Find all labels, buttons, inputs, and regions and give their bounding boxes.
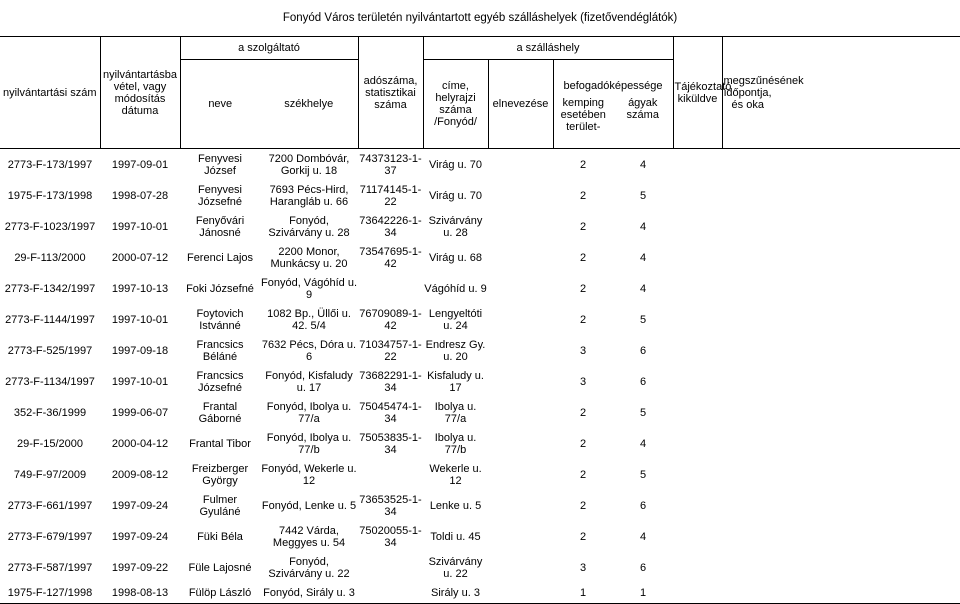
name-cell: Füki Béla [197,530,243,543]
beds-cell: 5 [639,406,647,419]
name-cell: Ferenci Lajos [186,251,254,264]
table-row [0,242,960,273]
date-cell: 2009-08-12 [111,468,169,481]
termination-cell [722,366,773,397]
beds-cell: 5 [639,189,647,202]
rooms-cell: 2 [579,220,587,233]
reg-no-cell: 2773-F-587/1997 [7,561,93,574]
label-cell [488,521,553,552]
beds-cell: 5 [639,468,647,481]
rooms-cell: 2 [579,499,587,512]
seat-cell: 1082 Bp., Üllői u. 42. 5/4 [267,307,351,332]
info-cell [673,335,722,366]
tax-cell: 73653525-1-34 [359,493,422,518]
table-row [0,180,960,211]
date-cell: 1997-09-24 [111,530,169,543]
tax-cell [358,459,423,490]
beds-cell: 6 [639,375,647,388]
info-cell [673,552,722,583]
header-capacity-block [553,60,673,149]
info-cell [673,490,722,521]
seat-cell: Fonyód, Sirály u. 3 [260,583,358,604]
table-row [0,428,960,459]
tax-cell: 74373123-1-37 [359,152,422,177]
info-cell [673,583,722,604]
date-cell: 2000-04-12 [111,437,169,450]
rooms-cell: 2 [579,406,587,419]
reg-no-cell: 2773-F-1134/1997 [5,375,95,388]
info-cell [673,149,722,181]
header-reg-date: nyilvántartásba vétel, vagy módosítás dátuma [100,37,180,149]
table-row [0,211,960,242]
tax-cell [358,273,423,304]
termination-cell [722,521,773,552]
beds-cell: 6 [639,344,647,357]
info-cell [673,273,722,304]
rooms-cell: 3 [579,344,587,357]
rooms-cell: 2 [579,468,587,481]
info-cell [673,521,722,552]
address-cell: Kisfaludy u. 17 [427,369,484,394]
address-cell: Szivárvány u. 22 [428,555,483,580]
info-cell [673,180,722,211]
termination-cell [722,459,773,490]
seat-cell: 2200 Monor, Munkácsy u. 20 [270,245,348,270]
header-reg-no: nyilvántartási szám [0,37,100,149]
table-row [0,583,960,604]
name-cell: Fulmer Gyuláné [199,493,241,518]
info-cell [673,211,722,242]
date-cell: 1997-10-01 [111,313,169,326]
termination-cell [722,304,773,335]
label-cell [488,428,553,459]
header-lodging-group: a szálláshely [423,37,673,60]
termination-cell [722,490,773,521]
rooms-cell: 2 [579,313,587,326]
date-cell: 1997-09-24 [111,499,169,512]
tax-cell: 73642226-1-34 [359,214,422,239]
beds-cell: 4 [639,282,647,295]
rooms-cell: 3 [579,375,587,388]
seat-cell: Fonyód, Ibolya u. 77/b [266,431,352,456]
header-address: címe, helyrajzi száma /Fonyód/ [423,60,488,149]
label-cell [488,335,553,366]
label-cell [488,242,553,273]
reg-no-cell: 1975-F-127/1998 [0,583,100,604]
page-title: Fonyód Város területén nyilvántartott egyéb szálláshelyek (fizetővendéglátók) [282,12,678,24]
date-cell: 1997-09-18 [111,344,169,357]
info-cell [673,459,722,490]
beds-cell: 4 [639,530,647,543]
seat-cell: Fonyód, Lenke u. 5 [261,499,357,512]
name-cell: Fenyővári Jánosné [195,214,245,239]
beds-cell: 6 [639,499,647,512]
address-cell: Endresz Gy. u. 20 [425,338,486,363]
table-row [0,552,960,583]
address-cell: Virág u. 68 [428,251,482,264]
reg-no-cell: 2773-F-1023/1997 [4,220,96,233]
termination-cell [722,335,773,366]
beds-cell: 4 [639,437,647,450]
name-cell: Fülöp László [180,583,260,604]
tax-cell: 76709089-1-42 [359,307,422,332]
reg-no-cell: 2773-F-679/1997 [7,530,93,543]
seat-cell: Fonyód, Szivárvány u. 28 [268,214,350,239]
label-cell [488,397,553,428]
info-cell [673,242,722,273]
label-cell [488,273,553,304]
header-tax: adószáma, statisztikai száma [358,37,423,149]
reg-no-cell: 29-F-15/2000 [16,437,84,450]
tax-cell: 71174145-1-22 [359,183,422,208]
reg-no-cell: 29-F-113/2000 [14,251,86,264]
label-cell [488,304,553,335]
header-camping: kemping esetében terület- [560,97,606,133]
address-cell: Ibolya u. 77/a [434,400,477,425]
label-cell [488,583,553,604]
termination-cell [722,397,773,428]
beds-cell: 5 [639,313,647,326]
tax-cell: 71034757-1-22 [359,338,422,363]
name-cell: Frantal Tibor [189,437,251,450]
label-cell [488,490,553,521]
rooms-cell: 3 [579,561,587,574]
header-seat: székhelye [260,60,358,149]
beds-cell: 4 [639,220,647,233]
seat-cell: Fonyód, Szivárvány u. 22 [268,555,350,580]
tax-cell: 75053835-1-34 [359,431,422,456]
label-cell [488,366,553,397]
reg-no-cell: 2773-F-661/1997 [7,499,93,512]
header-info: Tájékoztató kiküldve [673,37,722,149]
name-cell: Fenyvesi József [197,152,243,177]
seat-cell: Fonyód, Vágóhíd u. 9 [261,276,358,301]
date-cell: 1997-10-13 [111,282,169,295]
seat-cell: 7442 Várda, Meggyes u. 54 [272,524,346,549]
date-cell: 1997-10-01 [111,375,169,388]
seat-cell: 7632 Pécs, Dóra u. 6 [261,338,357,363]
termination-cell [722,428,773,459]
seat-cell: 7200 Dombóvár, Gorkij u. 18 [268,152,350,177]
header-provider-group: a szolgáltató [180,37,358,60]
table-row [0,335,960,366]
date-cell: 1997-10-01 [111,220,169,233]
reg-no-cell: 749-F-97/2009 [13,468,87,481]
info-cell [673,304,722,335]
name-cell: Füle Lajosné [188,561,252,574]
name-cell: Foytovich Istvánné [196,307,244,332]
date-cell: 1997-09-22 [111,561,169,574]
termination-cell [722,273,773,304]
name-cell: Francsics Józsefné [196,369,244,394]
address-cell: Toldi u. 45 [430,530,481,543]
name-cell: Frantal Gáborné [198,400,242,425]
table-row [0,490,960,521]
seat-cell: Fonyód, Wekerle u. 12 [261,462,357,487]
termination-cell [722,242,773,273]
beds-cell: 1 [613,583,673,604]
label-cell [488,180,553,211]
header-label: elnevezése [488,60,553,149]
address-cell: Vágóhíd u. 9 [424,282,487,295]
table-row [0,521,960,552]
name-cell: Fenyvesi Józsefné [197,183,243,208]
name-cell: Freizberger György [191,462,249,487]
address-cell: Szivárvány u. 28 [428,214,483,239]
termination-cell [722,583,773,604]
address-cell: Lengyeltóti u. 24 [428,307,483,332]
table-row [0,366,960,397]
info-cell [673,397,722,428]
rooms-cell: 2 [579,437,587,450]
seat-cell: Fonyód, Ibolya u. 77/a [266,400,352,425]
table-row [0,149,960,181]
header-beds: ágyak száma [626,97,659,121]
tax-cell: 73547695-1-42 [359,245,422,270]
address-cell: Wekerle u. 12 [429,462,482,487]
termination-cell [722,211,773,242]
tax-cell [358,583,423,604]
tax-cell [358,552,423,583]
table-row [0,304,960,335]
info-cell [673,428,722,459]
date-cell: 1999-06-07 [111,406,169,419]
address-cell: Sirály u. 3 [423,583,488,604]
label-cell [488,459,553,490]
date-cell: 1997-09-01 [111,158,169,171]
reg-no-cell: 2773-F-1144/1997 [5,313,95,326]
table-row [0,397,960,428]
table-row [0,273,960,304]
beds-cell: 4 [639,251,647,264]
reg-no-cell: 1975-F-173/1998 [7,189,93,202]
address-cell: Virág u. 70 [428,158,482,171]
rooms-cell: 2 [579,251,587,264]
label-cell [488,552,553,583]
table-row [0,459,960,490]
tax-cell: 73682291-1-34 [359,369,422,394]
beds-cell: 6 [639,561,647,574]
reg-no-cell: 2773-F-1342/1997 [4,282,96,295]
reg-no-cell: 2773-F-525/1997 [7,344,93,357]
header-capacity: befogadóképessége [563,80,663,92]
termination-cell [722,552,773,583]
rooms-cell: 2 [579,189,587,202]
tax-cell: 75020055-1-34 [359,524,422,549]
address-cell: Virág u. 70 [428,189,482,202]
info-cell [673,366,722,397]
date-cell: 1998-07-28 [111,189,169,202]
rooms-cell: 1 [553,583,613,604]
rooms-cell: 2 [579,158,587,171]
address-cell: Ibolya u. 77/b [434,431,477,456]
header-name: neve [180,60,260,149]
seat-cell: Fonyód, Kisfaludy u. 17 [265,369,353,394]
header-termination: megszűnésének időpontja, és oka [722,37,773,149]
name-cell: Foki Józsefné [186,282,254,295]
beds-cell: 4 [639,158,647,171]
name-cell: Francsics Béláné [196,338,244,363]
reg-no-cell: 352-F-36/1999 [13,406,87,419]
address-cell: Lenke u. 5 [429,499,482,512]
seat-cell: 7693 Pécs-Hird, Harangláb u. 66 [269,183,349,208]
termination-cell [722,180,773,211]
date-cell: 2000-07-12 [111,251,169,264]
termination-cell [722,149,773,181]
tax-cell: 75045474-1-34 [359,400,422,425]
rooms-cell: 2 [579,530,587,543]
label-cell [488,149,553,181]
date-cell: 1998-08-13 [100,583,180,604]
table-body [0,149,960,604]
label-cell [488,211,553,242]
reg-no-cell: 2773-F-173/1997 [7,158,93,171]
rooms-cell: 2 [579,282,587,295]
